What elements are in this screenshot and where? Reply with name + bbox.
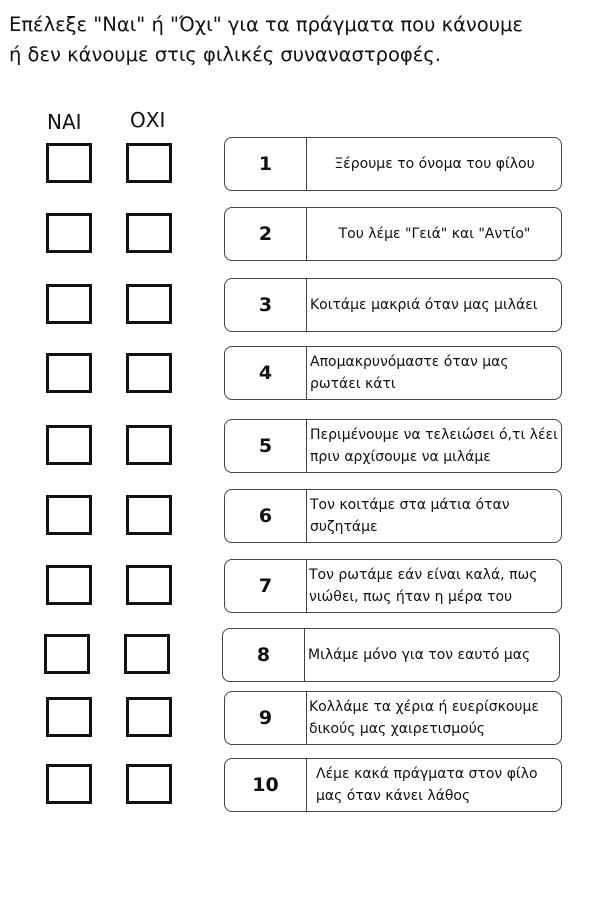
no-column-header: ΟΧΙ (130, 108, 166, 132)
statement-text: Τον κοιτάμε στα μάτια όταν συζητάμε (310, 497, 510, 535)
no-checkbox-10[interactable] (126, 764, 172, 804)
statement-number: 2 (225, 208, 307, 260)
no-checkbox-1[interactable] (126, 143, 172, 183)
statement-6 (224, 489, 562, 543)
statement-text: Τον ρωτάμε εάν είναι καλά, πως νιώθει, πως ήταν η μέρα του (309, 567, 538, 605)
statement-text: Κοιτάμε μακριά όταν μας μιλάει (310, 297, 538, 313)
yes-checkbox-2[interactable] (46, 213, 92, 253)
statement-8 (222, 628, 560, 682)
statement-text: Του λέμε "Γειά" και "Αντίο" (338, 226, 531, 242)
statement-number: 7 (225, 560, 307, 612)
yes-checkbox-3[interactable] (46, 284, 92, 324)
statement-text: Λέμε κακά πράγματα στον φίλο μας όταν κάνει λάθος (316, 766, 538, 804)
yes-checkbox-10[interactable] (46, 764, 92, 804)
statement-text: Κολλάμε τα χέρια ή ευερίσκουμε δικούς μας χαιρετισμούς (309, 699, 539, 737)
yes-checkbox-1[interactable] (46, 143, 92, 183)
yes-checkbox-5[interactable] (46, 425, 92, 465)
statement-number: 1 (225, 138, 307, 190)
statement-9 (224, 691, 562, 745)
statement-number: 5 (225, 420, 307, 472)
instructions (9, 10, 587, 70)
statement-3 (224, 278, 562, 332)
yes-checkbox-4[interactable] (46, 353, 92, 393)
statement-text: Απομακρυνόμαστε όταν μας ρωτάει κάτι (310, 354, 509, 392)
no-checkbox-8[interactable] (124, 634, 170, 674)
instructions-line-1: Επέλεξε "Ναι" ή "Όχι" για τα πράγματα που κάνουμε (9, 13, 523, 36)
statement-number: 6 (225, 490, 307, 542)
yes-checkbox-8[interactable] (44, 634, 90, 674)
no-checkbox-7[interactable] (126, 565, 172, 605)
no-checkbox-3[interactable] (126, 284, 172, 324)
yes-checkbox-6[interactable] (46, 495, 92, 535)
yes-column-header: ΝΑΙ (47, 110, 82, 134)
statement-4 (224, 346, 562, 400)
yes-checkbox-9[interactable] (46, 697, 92, 737)
no-checkbox-5[interactable] (126, 425, 172, 465)
statement-2 (224, 207, 562, 261)
no-checkbox-6[interactable] (126, 495, 172, 535)
statement-text: Περιμένουμε να τελειώσει ό,τι λέει πριν αρχίσουμε να μιλάμε (310, 427, 558, 465)
instructions-line-2: ή δεν κάνουμε στις φιλικές συναναστροφές. (9, 43, 441, 66)
statement-text: Μιλάμε μόνο για τον εαυτό μας (308, 647, 531, 663)
statement-number: 3 (225, 279, 307, 331)
statement-number: 9 (225, 692, 307, 744)
statement-5 (224, 419, 562, 473)
statement-10 (224, 758, 562, 812)
no-checkbox-4[interactable] (126, 353, 172, 393)
statement-text: Ξέρουμε το όνομα του φίλου (334, 156, 535, 172)
no-checkbox-2[interactable] (126, 213, 172, 253)
statement-7 (224, 559, 562, 613)
statement-1 (224, 137, 562, 191)
statement-number: 4 (225, 347, 307, 399)
no-checkbox-9[interactable] (126, 697, 172, 737)
statement-number: 8 (223, 629, 305, 681)
yes-checkbox-7[interactable] (46, 565, 92, 605)
statement-number: 10 (225, 759, 307, 811)
